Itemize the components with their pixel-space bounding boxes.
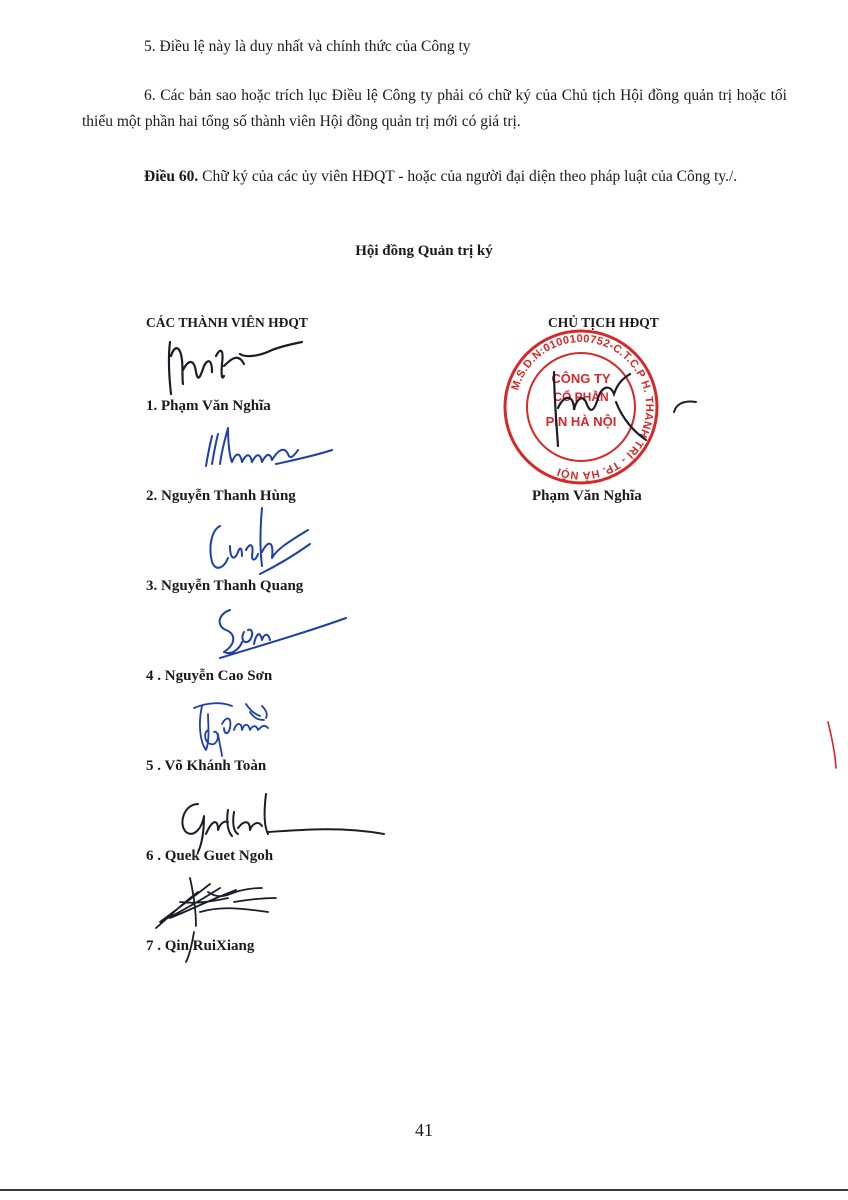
clause-6: 6. Các bản sao hoặc trích lục Điều lệ Công ty phải có chữ ký của Chủ tịch Hội đồng quản trị hoặc tối thiểu một phần hai tổng số thành viên Hội đồng quản trị mới có giá trị. — [82, 87, 787, 130]
member-name-1: 1. Phạm Văn Nghĩa — [146, 398, 271, 414]
article-60-label: Điều 60. — [144, 168, 199, 185]
seal-line-1: CÔNG TY — [551, 371, 611, 386]
chair-signature-tail — [670, 396, 700, 416]
signature-member-3 — [200, 500, 320, 582]
signature-member-5 — [188, 694, 278, 758]
article-60-text: Chữ ký của các ủy viên HĐQT - hoặc của người đại diện theo pháp luật của Công ty./. — [198, 168, 738, 185]
clause-5: 5. Điều lệ này là duy nhất và chính thức của Công ty — [144, 38, 471, 55]
chair-heading: CHỦ TỊCH HĐQT — [548, 315, 659, 330]
member-name-2: 2. Nguyễn Thanh Hùng — [146, 488, 296, 504]
member-name-5: 5 . Võ Khánh Toàn — [146, 758, 267, 774]
seal-line-2: CỔ PHẦN — [553, 390, 609, 404]
company-seal — [498, 328, 664, 486]
chair-name: Phạm Văn Nghĩa — [532, 488, 642, 504]
member-name-3: 3. Nguyễn Thanh Quang — [146, 578, 304, 594]
member-name-4: 4 . Nguyễn Cao Sơn — [146, 668, 273, 684]
seal-line-3: PIN HÀ NỘI — [545, 414, 617, 429]
page-number: 41 — [415, 1120, 433, 1140]
signature-member-1 — [160, 336, 310, 398]
signature-member-6 — [170, 790, 390, 856]
member-name-6: 6 . Quek Guet Ngoh — [146, 848, 274, 864]
svg-text:M.S.D.N:0100100752-C.T.C.P H.: M.S.D.N:0100100752-C.T.C.P H. THANH TRÌ - TP. HÀ NỘI — [509, 332, 656, 482]
signature-member-2 — [198, 424, 338, 474]
article-60 — [82, 164, 787, 190]
signature-section-title: Hội đồng Quản trị ký — [355, 243, 493, 259]
members-heading: CÁC THÀNH VIÊN HĐQT — [146, 315, 308, 330]
margin-ink-mark — [826, 718, 840, 788]
bottom-rule — [0, 1189, 848, 1191]
signature-member-4 — [212, 604, 352, 660]
member-name-7: 7 . Qin RuiXiang — [146, 938, 255, 954]
